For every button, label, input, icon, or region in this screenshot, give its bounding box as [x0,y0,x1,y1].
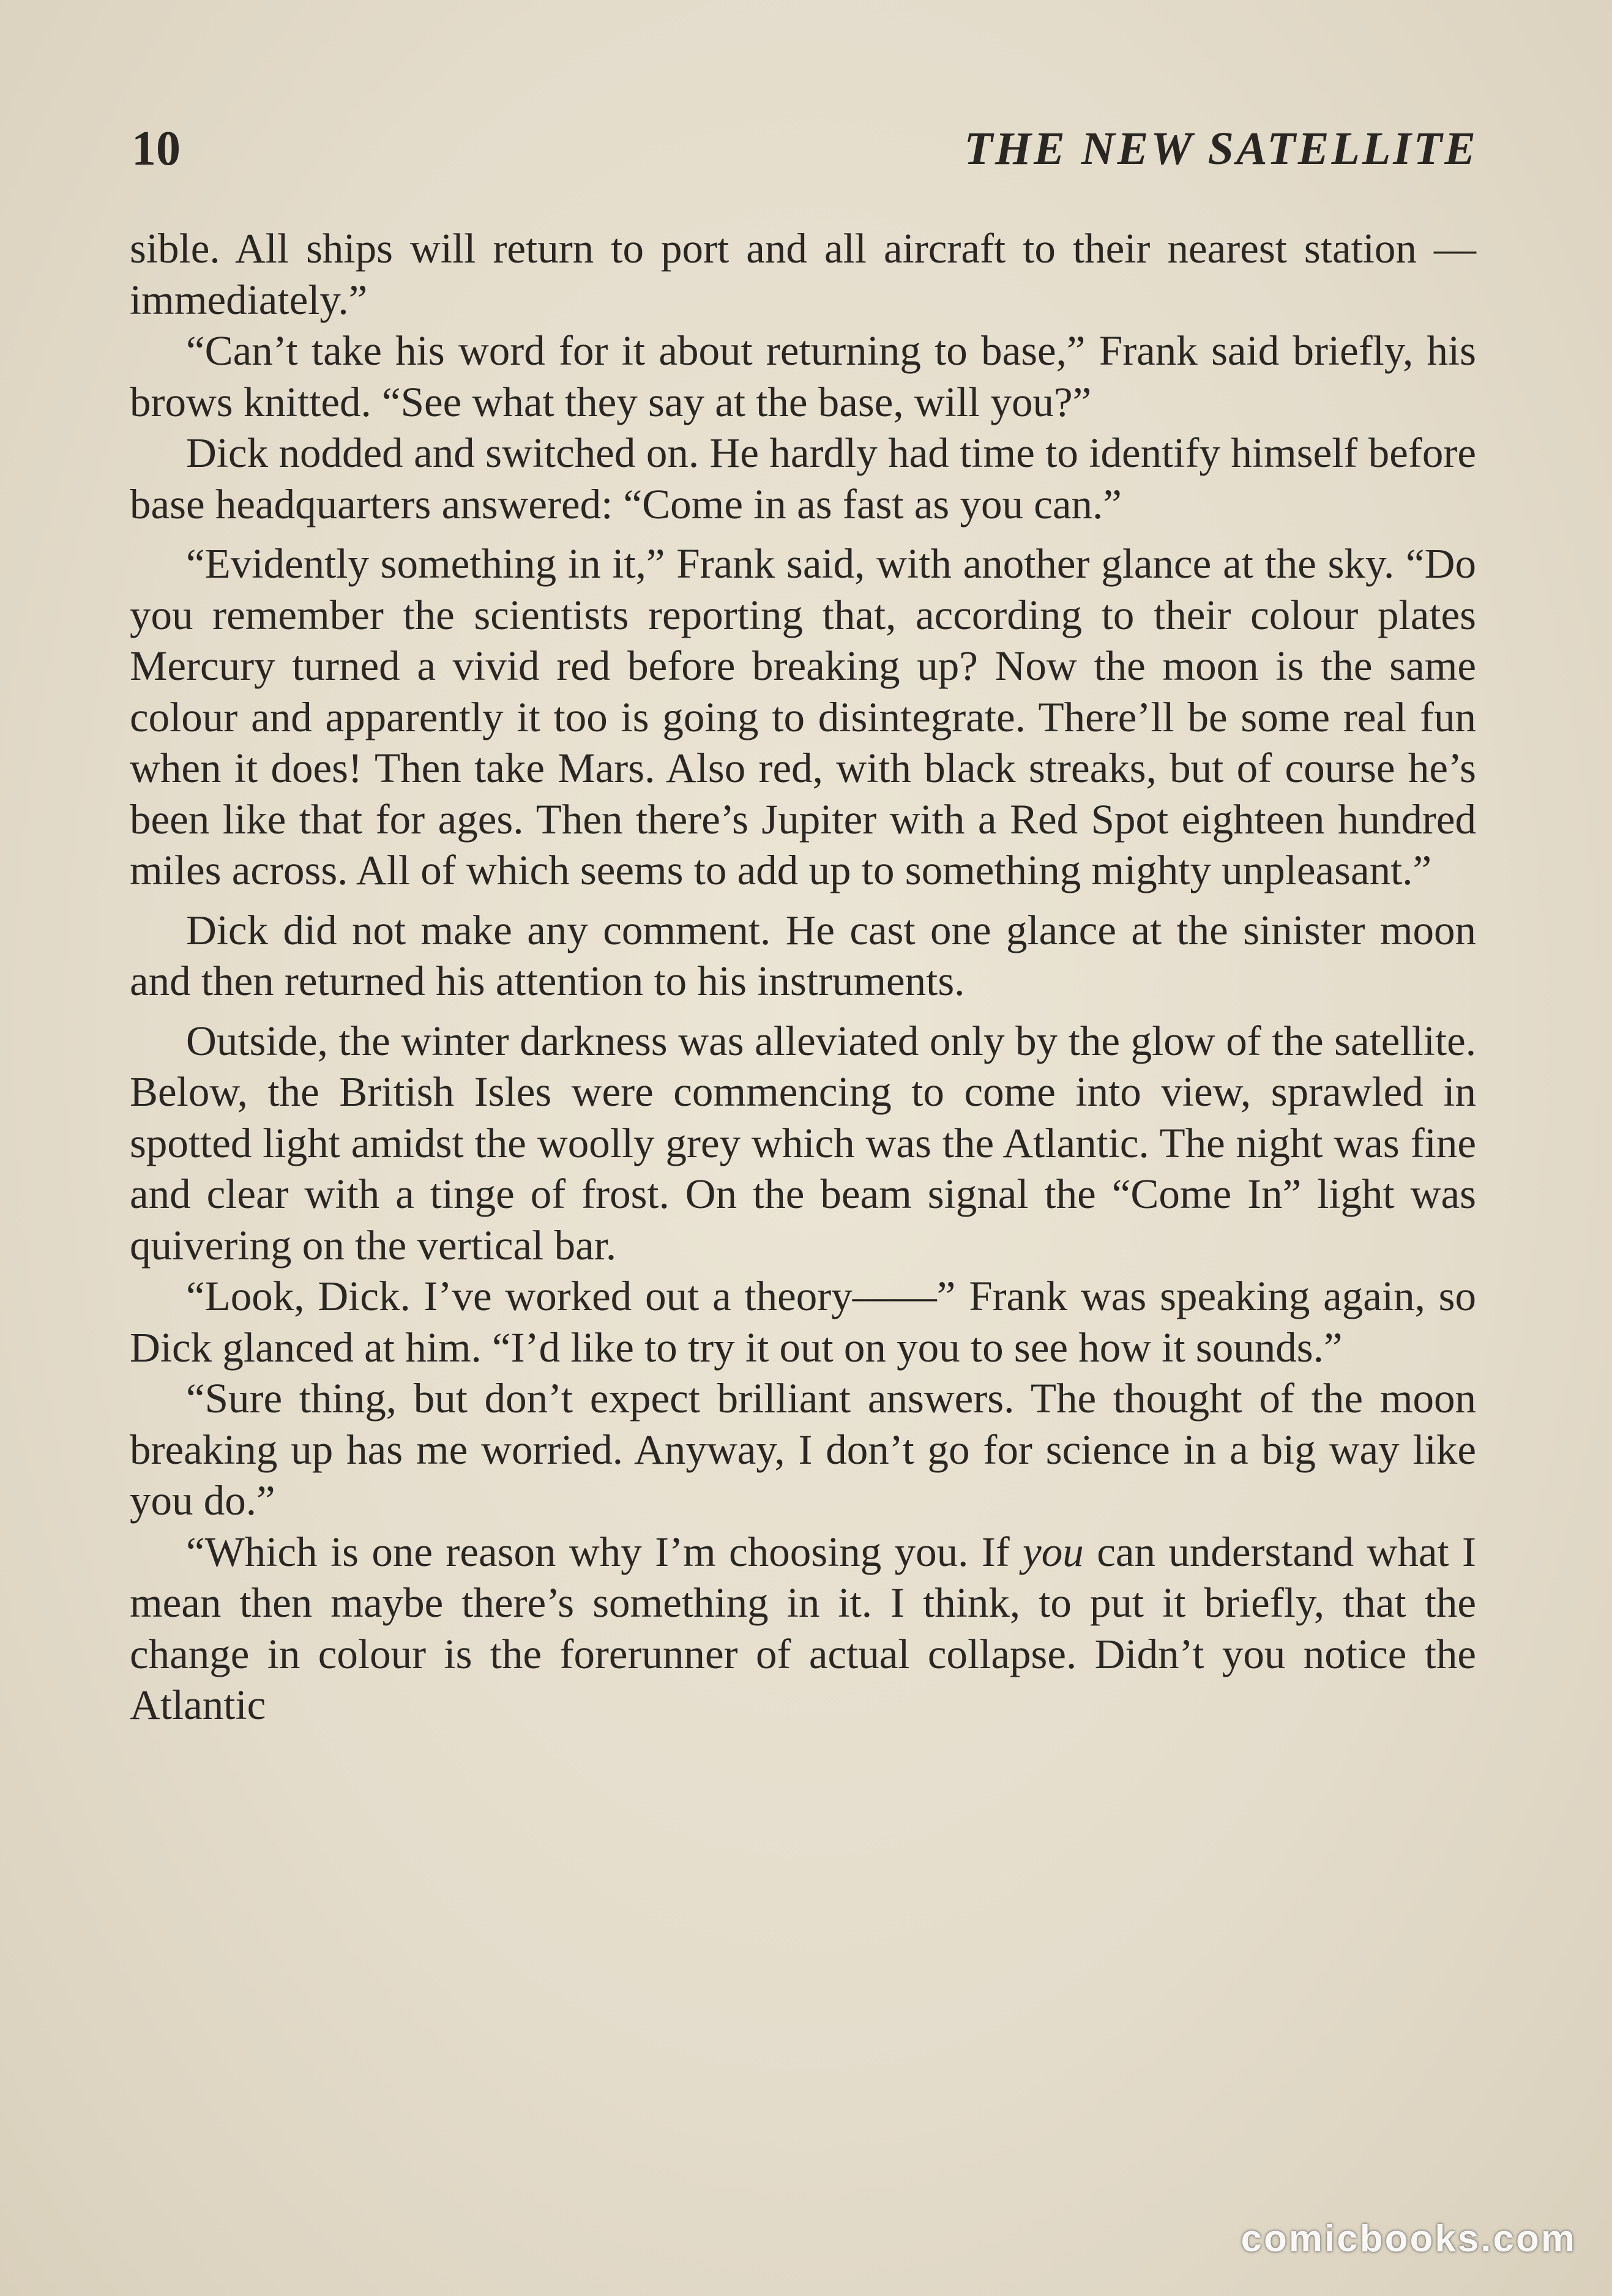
paragraph: Dick nodded and switched on. He hardly had time to identify himself before base headquarters answered: “Come in as fast as you can.” [130,430,1476,527]
paragraph-last-end: can understand what I mean then maybe there’s something in it. I think, to put it briefly, that the change in colour is the forerunner of actual collapse. Didn’t you notice the Atlantic [130,1528,1476,1728]
paragraph-last-start: “Which is one reason why I’m choosing you. If [186,1528,1023,1575]
paragraph: “Evidently something in it,” Frank said, with another glance at the sky. “Do you remember the scientists reporting that, according to their colour plates Mercury turned a vivid red before breaking up? Now the moon is the same colour and apparently it too is going to disintegrate. There’ll be some real fun when it does! Then take Mars. Also red, with black streaks, but of course he’s been like that for ages. Then there’s Jupiter with a Red Spot eighteen hundred miles across. All of which seems to add up to something mighty unpleasant.” [130,540,1476,893]
page-header [132,115,1478,182]
page-number: 10 [132,122,181,176]
paragraph-last [130,1527,1476,1731]
emphasized-word: you [1023,1528,1084,1575]
paragraph: Outside, the winter darkness was alleviated only by the glow of the satellite. Below, the British Isles were commencing to come into view, sprawled in spotted light amidst the woolly grey which was the Atlantic. The night was fine and clear with a tinge of frost. On the beam signal the “Come In” light was quivering on the vertical bar. [130,1017,1476,1269]
running-title: THE NEW SATELLITE [964,123,1478,174]
paragraph: “Sure thing, but don’t expect brilliant answers. The thought of the moon breaking up has me worried. Anyway, I don’t go for science in a big way like you do.” [130,1375,1476,1524]
body-text [130,223,1476,1731]
paragraph: “Can’t take his word for it about returning to base,” Frank said briefly, his brows knitted. “See what they say at the base, will you?” [130,327,1476,425]
paragraph: “Look, Dick. I’ve worked out a theory——” Frank was speaking again, so Dick glanced at him. “I’d like to try it out on you to see how it sounds.” [130,1273,1476,1371]
paragraph: sible. All ships will return to port and all aircraft to their nearest station — immediately.” [130,225,1476,323]
paragraph: Dick did not make any comment. He cast one glance at the sinister moon and then returned his attention to his instruments. [130,906,1476,1004]
watermark: comicbooks.com [1241,2218,1577,2260]
